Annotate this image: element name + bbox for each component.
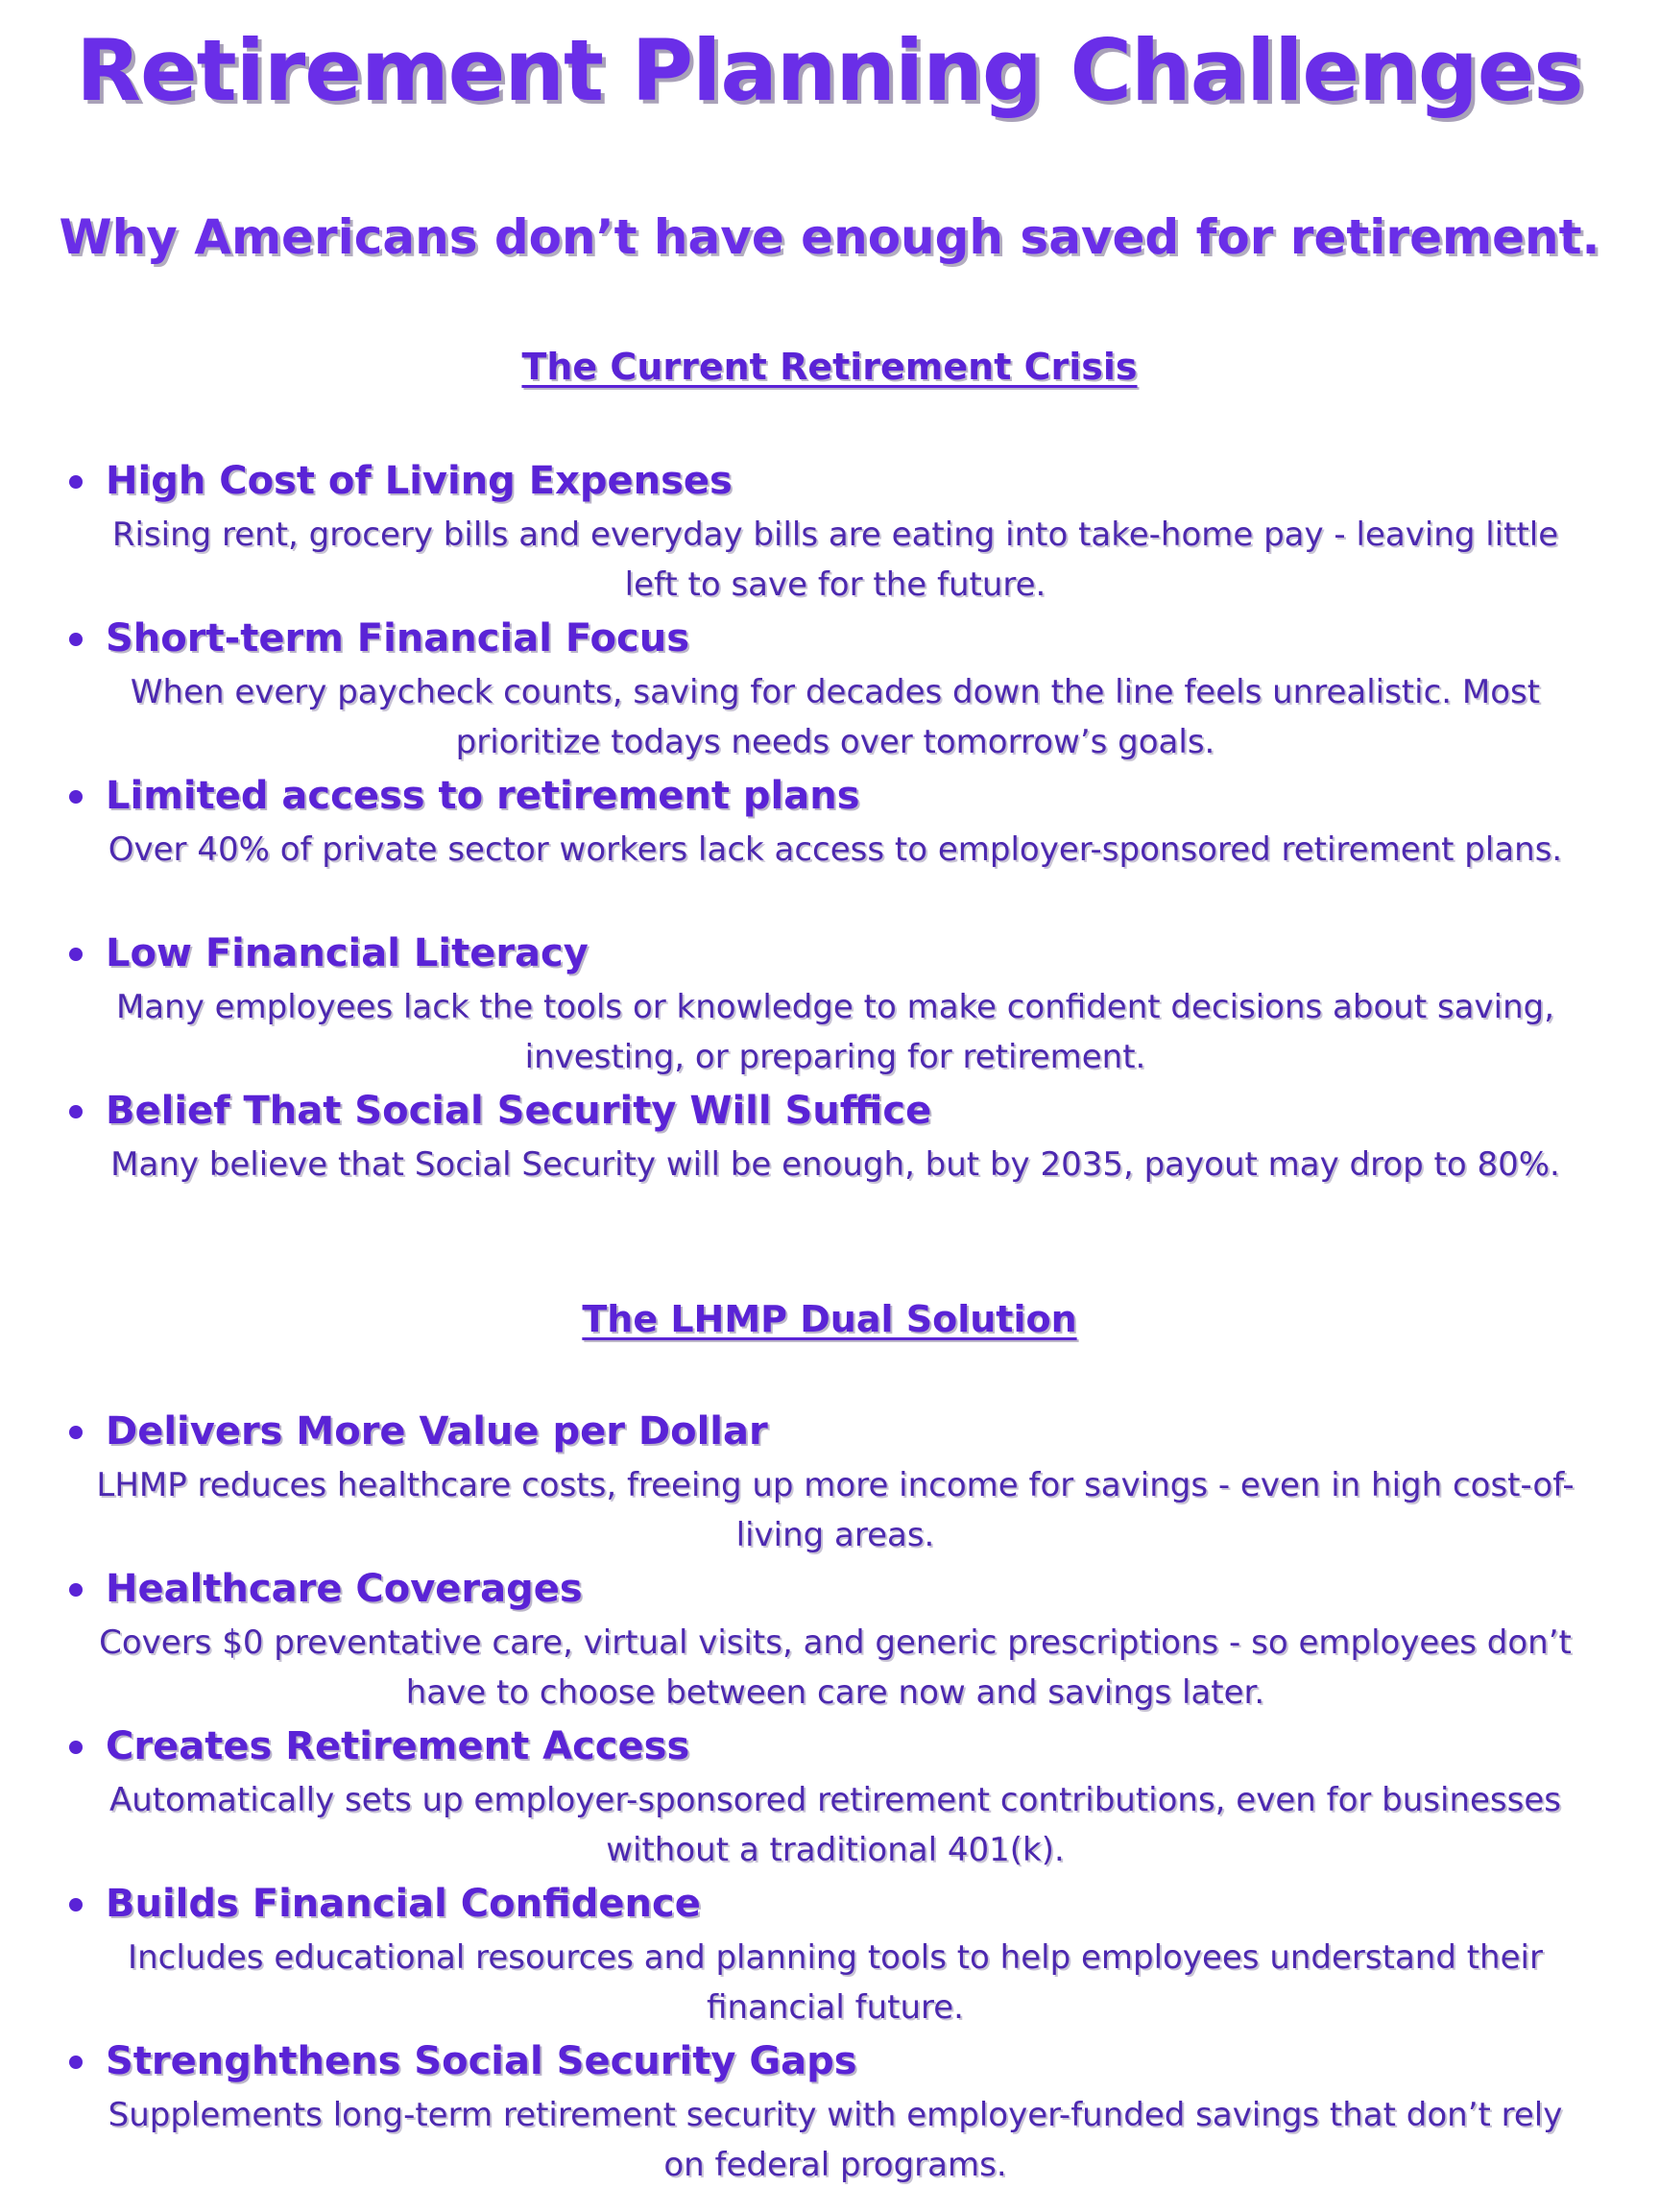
bullet-icon [69, 1898, 83, 1911]
item-description: When every paycheck counts, saving for decades down the line feels unrealistic. Most prioritize todays needs over tomorrow’s goals. [130, 673, 1541, 761]
bullet-icon [69, 1105, 83, 1118]
list-item [0, 613, 1659, 771]
list-item [0, 2036, 1659, 2194]
item-title: Short-term Financial Focus [106, 616, 690, 661]
section-heading-crisis: The Current Retirement Crisis [521, 346, 1138, 388]
bullet-icon [69, 633, 83, 646]
bullet-icon [69, 1426, 83, 1439]
item-title: Strenghthens Social Security Gaps [106, 2039, 857, 2083]
page-title: Retirement Planning Challenges [76, 21, 1583, 120]
section-heading-solution: The LHMP Dual Solution [582, 1298, 1077, 1340]
bullet-icon [69, 790, 83, 804]
item-title: Belief That Social Security Will Suffice [106, 1089, 932, 1133]
solution-list [0, 1407, 1659, 2194]
bullet-icon [69, 948, 83, 961]
bullet-icon [69, 1741, 83, 1754]
item-title: Creates Retirement Access [106, 1724, 690, 1768]
item-description: Includes educational resources and planning tools to help employees understand their financial future. [128, 1938, 1543, 2027]
bullet-icon [69, 2056, 83, 2069]
item-title: Builds Financial Confidence [106, 1882, 701, 1926]
list-item [0, 1407, 1659, 1564]
list-item [0, 1086, 1659, 1243]
page-subtitle: Why Americans don’t have enough saved for retirement. [59, 209, 1600, 265]
item-title: Healthcare Coverages [106, 1567, 583, 1611]
list-item [0, 1721, 1659, 1879]
item-description: Rising rent, grocery bills and everyday bills are eating into take-home pay - leaving little left to save for the future. [111, 516, 1559, 604]
item-description: LHMP reduces healthcare costs, freeing up more income for savings - even in high cost-of-living areas. [96, 1466, 1575, 1554]
bullet-icon [69, 475, 83, 489]
item-description: Over 40% of private sector workers lack access to employer-sponsored retirement plans. [108, 830, 1563, 869]
item-description: Supplements long-term retirement security with employer-funded savings that don’t rely on federal programs. [108, 2096, 1563, 2184]
item-description: Many employees lack the tools or knowledge to make confident decisions about saving, investing, or preparing for retirement. [115, 988, 1555, 1076]
list-item [0, 1879, 1659, 2036]
bullet-icon [69, 1583, 83, 1597]
list-item [0, 1564, 1659, 1721]
item-description: Covers $0 preventative care, virtual visits, and generic prescriptions - so employees don’t have to choose between care now and savings later. [99, 1623, 1572, 1712]
list-item [0, 928, 1659, 1086]
item-title: Low Financial Literacy [106, 931, 589, 975]
list-item [0, 456, 1659, 613]
item-title: Limited access to retirement plans [106, 774, 860, 818]
crisis-list [0, 456, 1659, 1243]
list-item [0, 771, 1659, 928]
item-description: Many believe that Social Security will be enough, but by 2035, payout may drop to 80%. [110, 1145, 1560, 1184]
item-title: Delivers More Value per Dollar [106, 1409, 768, 1454]
item-title: High Cost of Living Expenses [106, 459, 733, 503]
item-description: Automatically sets up employer-sponsored retirement contributions, even for businesses without a traditional 401(k). [108, 1781, 1561, 1869]
